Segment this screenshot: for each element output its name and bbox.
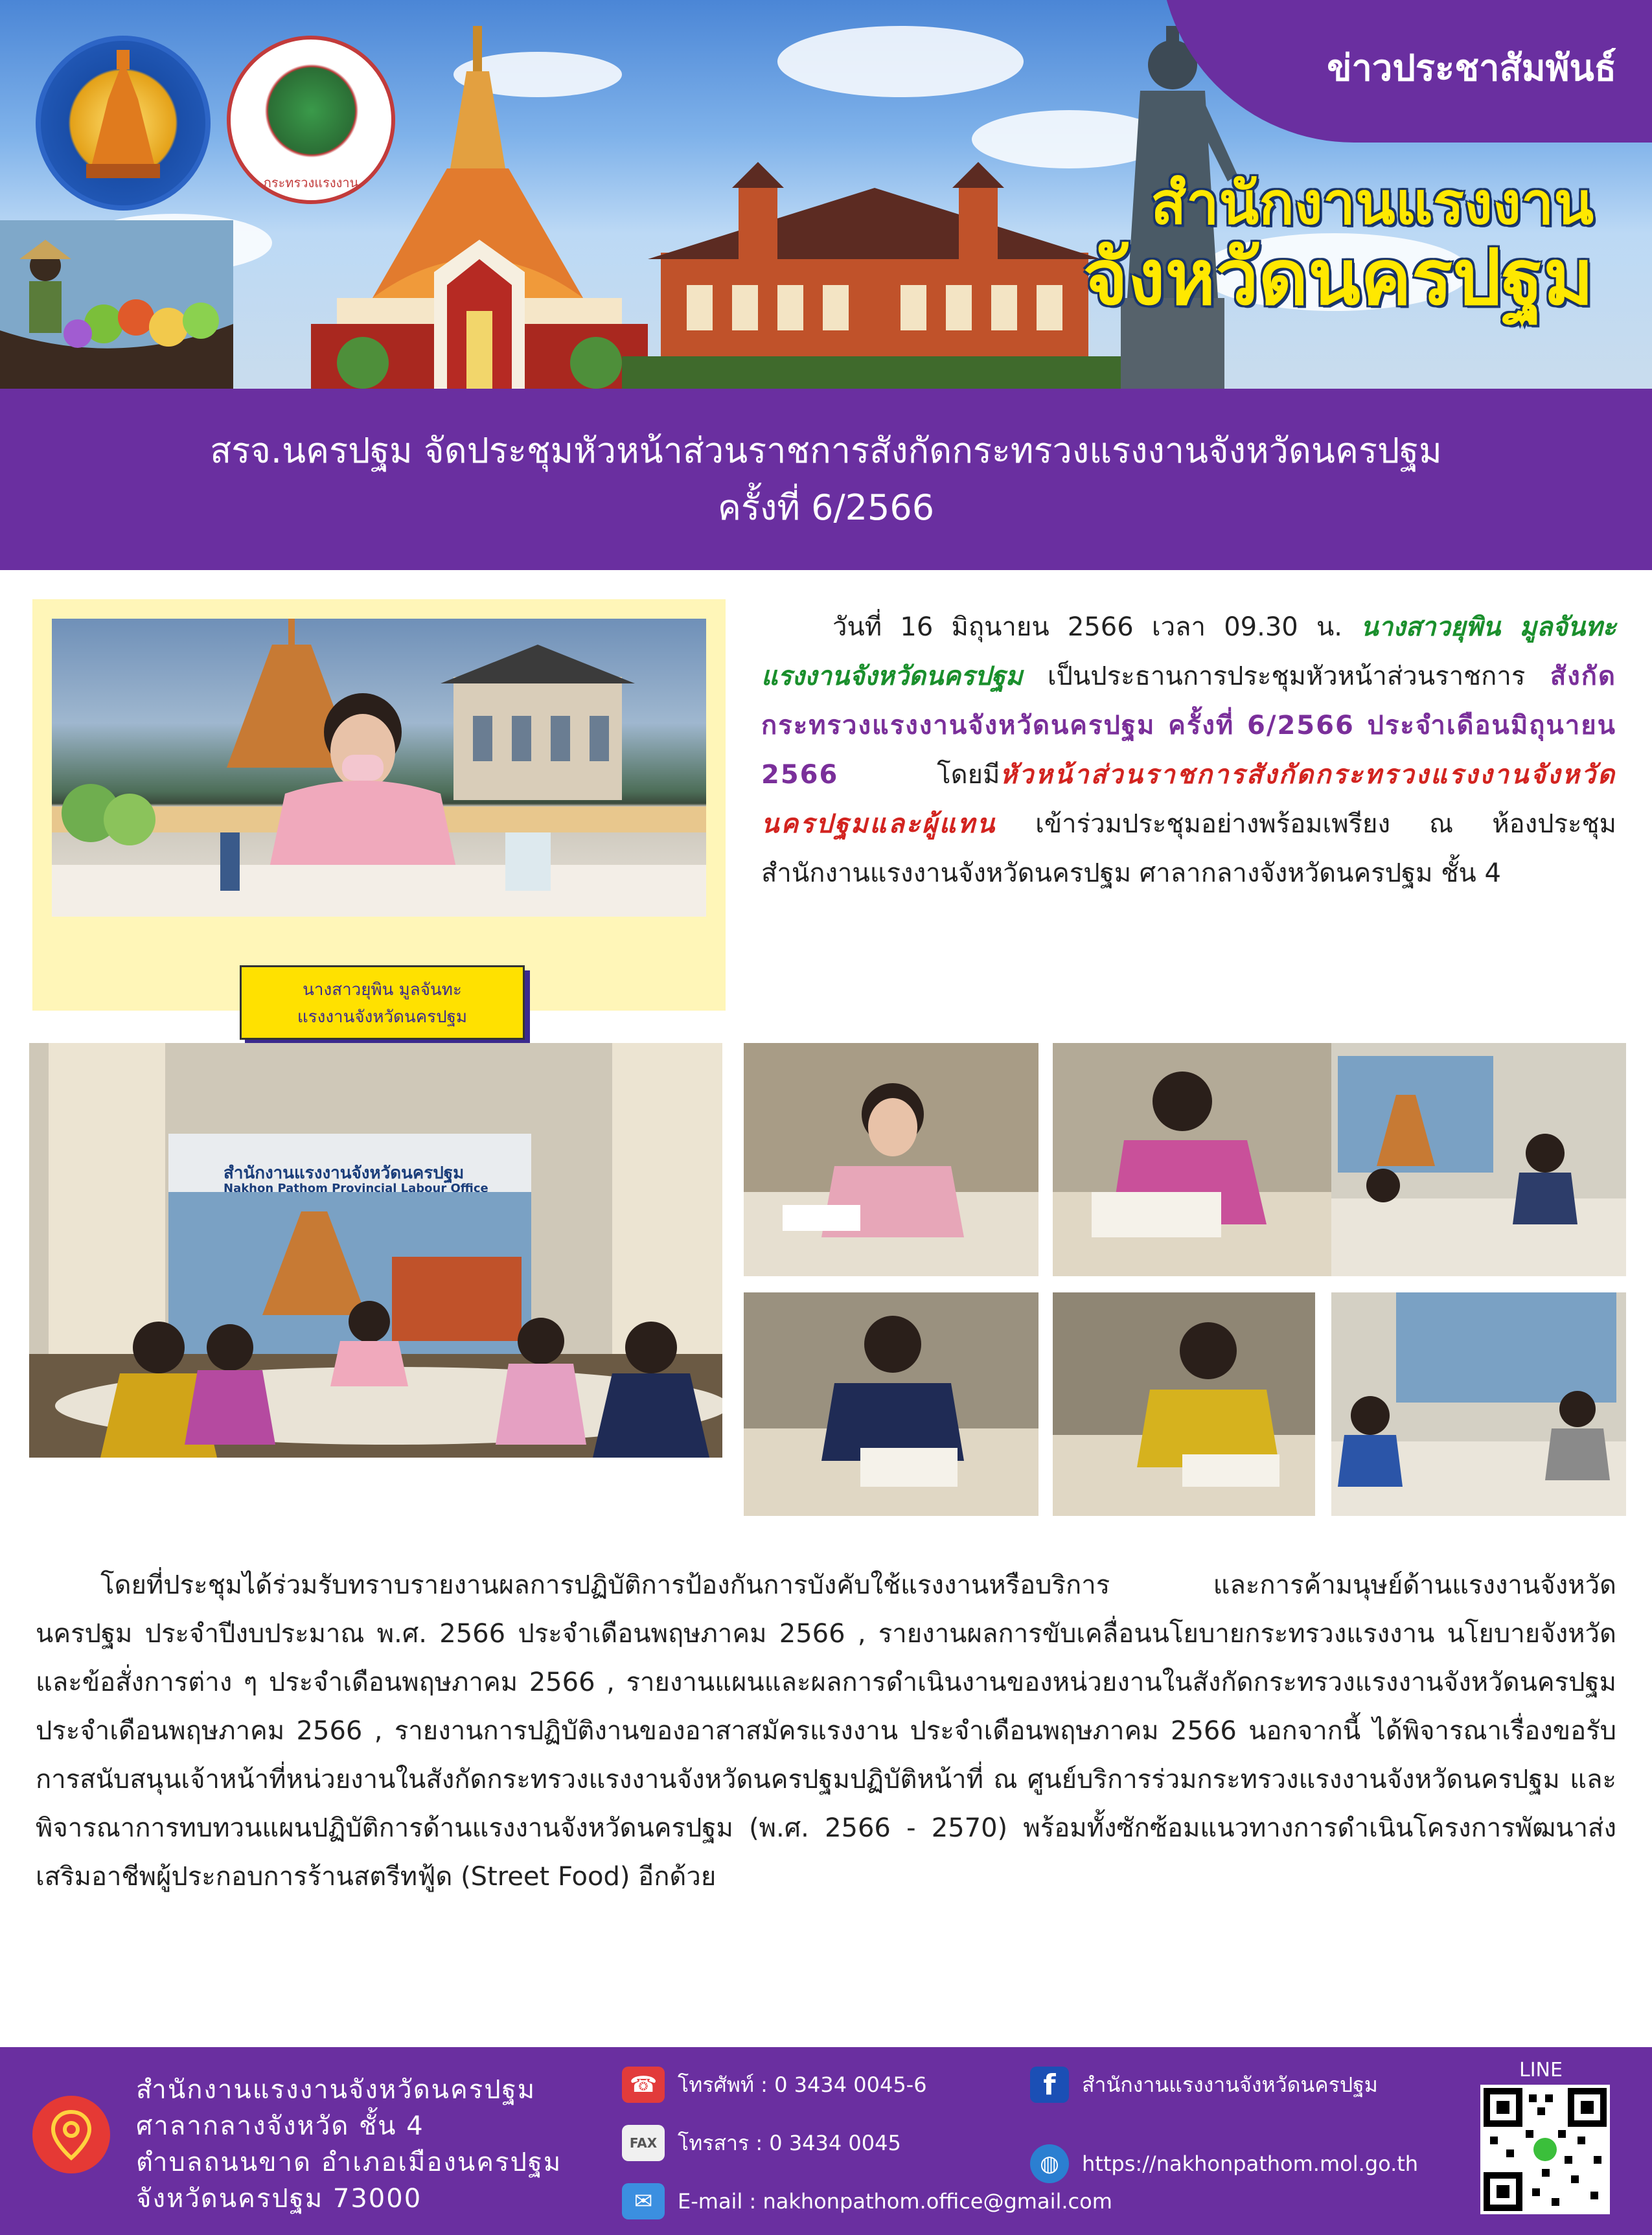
meeting-photo-room-1 [1331, 1043, 1626, 1276]
location-pin-icon [32, 2096, 110, 2173]
email-link[interactable]: E-mail : nakhonpathom.office@gmail.com [678, 2189, 1112, 2214]
lead-paragraph [761, 602, 1616, 898]
lead-role: เป็นประธานการประชุมหัวหน้าส่วนราชการ [1022, 661, 1550, 691]
news-title-line2: ครั้งที่ 6/2566 [717, 487, 935, 528]
fax-icon-label: FAX [629, 2135, 658, 2151]
contact-email[interactable] [622, 2183, 1112, 2219]
floating-market-image [0, 220, 233, 389]
ministry-of-labour-logo [227, 36, 395, 204]
lead-chairperson: นางสาวยุพิน มูลจันทะ แรงงานจังหวัดนครปฐม [761, 612, 1616, 691]
address-line1: สำนักงานแรงงานจังหวัดนครปฐม [136, 2075, 536, 2105]
caption-title: แรงงานจังหวัดนครปฐม [297, 1007, 468, 1027]
email-icon: ✉ [622, 2183, 665, 2219]
backdrop-title-en: Nakhon Pathom Provincial Labour Office [224, 1182, 488, 1195]
meeting-photo-room-2 [1331, 1292, 1626, 1516]
lead-venue: เข้าร่วมประชุมอย่างพร้อมเพรียง ณ ห้องประชุมสำนักงานแรงงานจังหวัดนครปฐม ศาลากลางจังหวัดนครปฐม ชั้น 4 [761, 809, 1616, 888]
fax-text: โทรสาร : 0 3434 0045 [678, 2130, 901, 2155]
sanam-chandra-palace-image [622, 162, 1127, 389]
phone-icon: ☎ [622, 2067, 665, 2103]
footer [0, 2047, 1652, 2235]
lead-date: วันที่ 16 มิถุนายน 2566 เวลา 09.30 น. [832, 612, 1361, 642]
line-qr-code[interactable] [1480, 2085, 1610, 2214]
contact-facebook[interactable] [1030, 2067, 1378, 2103]
address-line4: จังหวัดนครปฐม 73000 [136, 2184, 422, 2214]
main-photo-frame [32, 599, 726, 1027]
lead-by: โดยมี [838, 760, 1000, 790]
facebook-link[interactable]: สำนักงานแรงงานจังหวัดนครปฐม [1082, 2072, 1378, 2097]
contact-phone [622, 2067, 927, 2103]
body-paragraph-text: โดยที่ประชุมได้ร่วมรับทราบรายงานผลการปฏิบัติการป้องกันการบังคับใช้แรงงานหรือบริการ และการค้ามนุษย์ด้านแรงงานจังหวัดนครปฐม ประจำปีงบประมาณ พ.ศ. 2566 ประจำเดือนพฤษภาคม 2566 , รายงานผลการขับเคลื่อนนโยบายกระทรวงแรงงาน นโยบายจังหวัดและข้อสั่งการต่าง ๆ ประจำเดือนพฤษภาคม 2566 , รายงานแผนและผลการดำเนินงานของหน่วยงานในสังกัดกระทรวงแรงงานจังหวัดนครปฐม ประจำเดือนพฤษภาคม 2566 , รายงานการปฏิบัติงานของอาสาสมัครแรงงาน ประจำเดือนพฤษภาคม 2566 นอกจากนี้ ได้พิจารณาเรื่องขอรับการสนับสนุนเจ้าหน้าที่หน่วยงานในสังกัดกระทรวงแรงงานจังหวัดนครปฐมปฏิบัติหน้าที่ ณ ศูนย์บริการร่วมกระทรวงแรงงานจังหวัดนครปฐม และ พิจารณาการทบทวนแผนปฏิบัติการด้านแรงงานจังหวัดนครปฐม (พ.ศ. 2566 - 2570) พร้อมทั้งซักซ้อมแนวทางการดำเนินโครงการพัฒนาส่งเสริมอาชีพผู้ประกอบการร้านสตรีทฟู้ด (Street Food) อีกด้วย [36, 1570, 1616, 1892]
press-release-label: ข่าวประชาสัมพันธ์ [1327, 47, 1616, 89]
office-title-line2: จังหวัดนครปฐม [1083, 233, 1594, 322]
phone-text: โทรศัพท์ : 0 3434 0045-6 [678, 2072, 927, 2097]
news-title-bar [0, 389, 1652, 570]
office-title [1083, 172, 1594, 320]
globe-icon: ◍ [1030, 2144, 1069, 2183]
line-label: LINE [1519, 2059, 1563, 2081]
body-paragraph [36, 1561, 1616, 1901]
news-title-line1: สรจ.นครปฐม จัดประชุมหัวหน้าส่วนราชการสังกัดกระทรวงแรงงานจังหวัดนครปฐม [210, 430, 1442, 471]
meeting-photo-chair [744, 1043, 1038, 1276]
contact-fax [622, 2125, 901, 2161]
address-line3: ตำบลถนนขาด อำเภอเมืองนครปฐม [136, 2148, 562, 2177]
backdrop-title-th: สำนักงานแรงงานจังหวัดนครปฐม [224, 1163, 465, 1183]
lead-meeting: สังกัดกระทรวงแรงงานจังหวัดนครปฐม ครั้งที่ 6/2566 ประจำเดือนมิถุนายน 2566 [761, 661, 1616, 790]
website-link[interactable]: https://nakhonpathom.mol.go.th [1082, 2151, 1419, 2176]
meeting-photo-attendee-2 [744, 1292, 1038, 1516]
lead-attendees: หัวหน้าส่วนราชการสังกัดกระทรวงแรงงานจังหวัดนครปฐมและผู้แทน [761, 760, 1616, 839]
meeting-photo-attendee-1 [1053, 1043, 1357, 1276]
address-line2: ศาลากลางจังหวัด ชั้น 4 [136, 2111, 424, 2141]
main-photo-caption [240, 965, 525, 1040]
office-title-line1: สำนักงานแรงงาน [1151, 170, 1594, 238]
contact-website[interactable] [1030, 2144, 1418, 2183]
caption-name: นางสาวยุพิน มูลจันทะ [303, 980, 462, 1000]
nakhon-pathom-province-logo [36, 36, 211, 211]
footer-address [136, 2072, 562, 2217]
meeting-photo-wide [29, 1043, 722, 1458]
fax-icon [622, 2125, 665, 2161]
main-photo [52, 619, 706, 917]
content-area [0, 570, 1652, 2047]
logo-caption: กระทรวงแรงงาน [263, 175, 359, 190]
meeting-photo-attendee-3 [1053, 1292, 1315, 1516]
header-banner [0, 0, 1652, 389]
facebook-icon: f [1030, 2067, 1069, 2103]
